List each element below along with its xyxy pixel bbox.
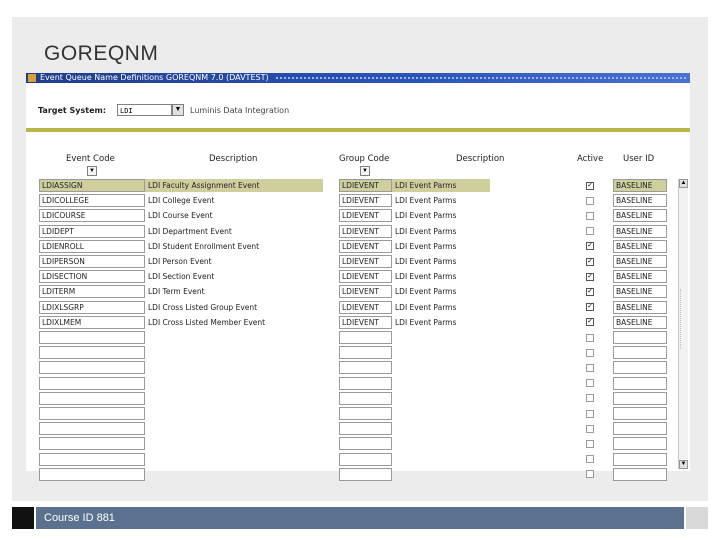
- title-bar-pattern: [276, 77, 686, 81]
- cell-group-code[interactable]: [339, 361, 392, 374]
- cell-group-description[interactable]: LDI Event Parms: [392, 179, 490, 192]
- chevron-down-icon: ▼: [362, 168, 368, 174]
- header-active: Active: [577, 154, 604, 164]
- cell-group-code[interactable]: [339, 331, 392, 344]
- slide-footer: [12, 507, 708, 529]
- cell-event-code[interactable]: LDICOLLEGE: [39, 194, 145, 207]
- cell-group-code[interactable]: LDIEVENT: [339, 194, 392, 207]
- cell-description[interactable]: LDI Faculty Assignment Event: [145, 179, 323, 192]
- active-checkbox[interactable]: [586, 212, 594, 220]
- cell-group-code[interactable]: [339, 437, 392, 450]
- cell-description[interactable]: LDI Cross Listed Group Event: [145, 301, 323, 314]
- cell-user-id[interactable]: BASELINE: [613, 194, 667, 207]
- cell-user-id[interactable]: [613, 453, 667, 466]
- active-checkbox[interactable]: [586, 288, 594, 296]
- cell-event-code[interactable]: [39, 377, 145, 390]
- cell-event-code[interactable]: [39, 453, 145, 466]
- cell-group-description[interactable]: LDI Event Parms: [392, 270, 490, 283]
- active-checkbox[interactable]: [586, 334, 594, 342]
- cell-group-description[interactable]: LDI Event Parms: [392, 194, 490, 207]
- cell-event-code[interactable]: [39, 392, 145, 405]
- cell-group-description[interactable]: LDI Event Parms: [392, 240, 490, 253]
- cell-event-code[interactable]: [39, 468, 145, 481]
- header-event-code: Event Code: [66, 154, 115, 164]
- cell-user-id[interactable]: [613, 392, 667, 405]
- cell-user-id[interactable]: [613, 346, 667, 359]
- cell-group-description[interactable]: LDI Event Parms: [392, 209, 490, 222]
- active-checkbox[interactable]: [586, 242, 594, 250]
- cell-user-id[interactable]: BASELINE: [613, 285, 667, 298]
- checkmark-icon: ✓: [587, 318, 593, 326]
- active-checkbox[interactable]: [586, 197, 594, 205]
- chevron-down-icon: ▼: [680, 461, 687, 467]
- cell-user-id[interactable]: BASELINE: [613, 316, 667, 329]
- active-checkbox[interactable]: [586, 455, 594, 463]
- cell-user-id[interactable]: BASELINE: [613, 255, 667, 268]
- cell-event-code[interactable]: LDIASSIGN: [39, 179, 145, 192]
- cell-description[interactable]: LDI Department Event: [145, 225, 323, 238]
- active-checkbox[interactable]: [586, 440, 594, 448]
- cell-event-code[interactable]: LDIENROLL: [39, 240, 145, 253]
- chevron-down-icon: ▼: [89, 168, 95, 174]
- cell-group-code[interactable]: LDIEVENT: [339, 270, 392, 283]
- active-checkbox[interactable]: [586, 273, 594, 281]
- checkmark-icon: ✓: [587, 287, 593, 295]
- active-checkbox[interactable]: [586, 258, 594, 266]
- cell-group-code[interactable]: LDIEVENT: [339, 301, 392, 314]
- header-description: Description: [209, 154, 258, 164]
- cell-description[interactable]: LDI Cross Listed Member Event: [145, 316, 323, 329]
- active-checkbox[interactable]: [586, 379, 594, 387]
- cell-user-id[interactable]: [613, 377, 667, 390]
- cell-group-code[interactable]: LDIEVENT: [339, 240, 392, 253]
- cell-user-id[interactable]: BASELINE: [613, 301, 667, 314]
- active-checkbox[interactable]: [586, 394, 594, 402]
- cell-group-code[interactable]: [339, 453, 392, 466]
- target-system-input[interactable]: LDI: [117, 104, 172, 116]
- header-user-id: User ID: [623, 154, 655, 164]
- key-block: [26, 83, 690, 129]
- active-checkbox[interactable]: [586, 349, 594, 357]
- cell-event-code[interactable]: [39, 407, 145, 420]
- cell-group-code[interactable]: LDIEVENT: [339, 285, 392, 298]
- cell-description[interactable]: LDI College Event: [145, 194, 323, 207]
- cell-group-code[interactable]: LDIEVENT: [339, 209, 392, 222]
- active-checkbox[interactable]: [586, 470, 594, 478]
- scroll-down-button[interactable]: [679, 460, 688, 469]
- footer-bar: [36, 507, 684, 529]
- window-title-bar: [26, 73, 690, 83]
- active-checkbox[interactable]: [586, 364, 594, 372]
- cell-group-code[interactable]: [339, 407, 392, 420]
- cell-event-code[interactable]: LDIPERSON: [39, 255, 145, 268]
- footer-course-id: Course ID 881: [44, 512, 115, 524]
- checkmark-icon: ✓: [587, 257, 593, 265]
- cell-event-code[interactable]: LDIXLMEM: [39, 316, 145, 329]
- active-checkbox[interactable]: [586, 425, 594, 433]
- cell-user-id[interactable]: [613, 361, 667, 374]
- scroll-up-button[interactable]: [679, 179, 688, 188]
- group-code-lookup-button[interactable]: [360, 166, 370, 176]
- cell-group-code[interactable]: [339, 468, 392, 481]
- cell-user-id[interactable]: BASELINE: [613, 240, 667, 253]
- slide-title: GOREQNM: [44, 42, 159, 65]
- cell-description[interactable]: LDI Section Event: [145, 270, 323, 283]
- cell-event-code[interactable]: [39, 331, 145, 344]
- header-group-code: Group Code: [339, 154, 390, 164]
- cell-event-code[interactable]: LDIXLSGRP: [39, 301, 145, 314]
- cell-description[interactable]: LDI Person Event: [145, 255, 323, 268]
- cell-user-id[interactable]: [613, 437, 667, 450]
- cell-group-description[interactable]: LDI Event Parms: [392, 301, 490, 314]
- cell-group-description[interactable]: LDI Event Parms: [392, 316, 490, 329]
- cell-group-description[interactable]: LDI Event Parms: [392, 255, 490, 268]
- checkmark-icon: ✓: [587, 181, 593, 189]
- checkmark-icon: ✓: [587, 303, 593, 311]
- cell-group-code[interactable]: [339, 392, 392, 405]
- header-group-description: Description: [456, 154, 505, 164]
- footer-end-block: [686, 507, 708, 529]
- event-code-lookup-button[interactable]: [87, 166, 97, 176]
- cell-group-description[interactable]: LDI Event Parms: [392, 225, 490, 238]
- scroll-thumb[interactable]: [680, 289, 688, 349]
- cell-group-code[interactable]: LDIEVENT: [339, 225, 392, 238]
- cell-event-code[interactable]: [39, 361, 145, 374]
- cell-user-id[interactable]: BASELINE: [613, 179, 667, 192]
- cell-group-code[interactable]: LDIEVENT: [339, 179, 392, 192]
- checkmark-icon: ✓: [587, 242, 593, 250]
- cell-event-code[interactable]: [39, 437, 145, 450]
- cell-description[interactable]: LDI Term Event: [145, 285, 323, 298]
- cell-user-id[interactable]: BASELINE: [613, 270, 667, 283]
- cell-group-code[interactable]: [339, 377, 392, 390]
- cell-user-id[interactable]: [613, 407, 667, 420]
- chevron-up-icon: ▲: [680, 180, 687, 186]
- active-checkbox[interactable]: [586, 410, 594, 418]
- target-system-lookup-button[interactable]: [172, 104, 184, 116]
- form-window: [26, 73, 690, 471]
- active-checkbox[interactable]: [586, 318, 594, 326]
- cell-user-id[interactable]: BASELINE: [613, 225, 667, 238]
- active-checkbox[interactable]: [586, 303, 594, 311]
- cell-event-code[interactable]: [39, 422, 145, 435]
- cell-group-code[interactable]: LDIEVENT: [339, 316, 392, 329]
- cell-event-code[interactable]: LDICOURSE: [39, 209, 145, 222]
- active-checkbox[interactable]: [586, 227, 594, 235]
- vertical-scrollbar[interactable]: [678, 179, 688, 469]
- chevron-down-icon: ▼: [174, 106, 182, 113]
- section-divider: [26, 128, 690, 132]
- cell-user-id[interactable]: [613, 422, 667, 435]
- checkmark-icon: ✓: [587, 272, 593, 280]
- cell-user-id[interactable]: [613, 468, 667, 481]
- cell-event-code[interactable]: [39, 346, 145, 359]
- cell-user-id[interactable]: [613, 331, 667, 344]
- cell-group-description[interactable]: LDI Event Parms: [392, 285, 490, 298]
- cell-event-code[interactable]: LDISECTION: [39, 270, 145, 283]
- cell-event-code[interactable]: LDITERM: [39, 285, 145, 298]
- cell-user-id[interactable]: BASELINE: [613, 209, 667, 222]
- footer-marker: [12, 507, 34, 529]
- window-title: Event Queue Name Definitions GOREQNM 7.0 (DAVTEST): [40, 73, 269, 82]
- cell-event-code[interactable]: LDIDEPT: [39, 225, 145, 238]
- cell-description[interactable]: LDI Course Event: [145, 209, 323, 222]
- cell-description[interactable]: LDI Student Enrollment Event: [145, 240, 323, 253]
- target-system-label: Target System:: [38, 106, 107, 115]
- cell-group-code[interactable]: LDIEVENT: [339, 255, 392, 268]
- cell-group-code[interactable]: [339, 422, 392, 435]
- cell-group-code[interactable]: [339, 346, 392, 359]
- app-icon: [28, 74, 36, 82]
- target-system-description: Luminis Data Integration: [190, 106, 290, 115]
- active-checkbox[interactable]: [586, 182, 594, 190]
